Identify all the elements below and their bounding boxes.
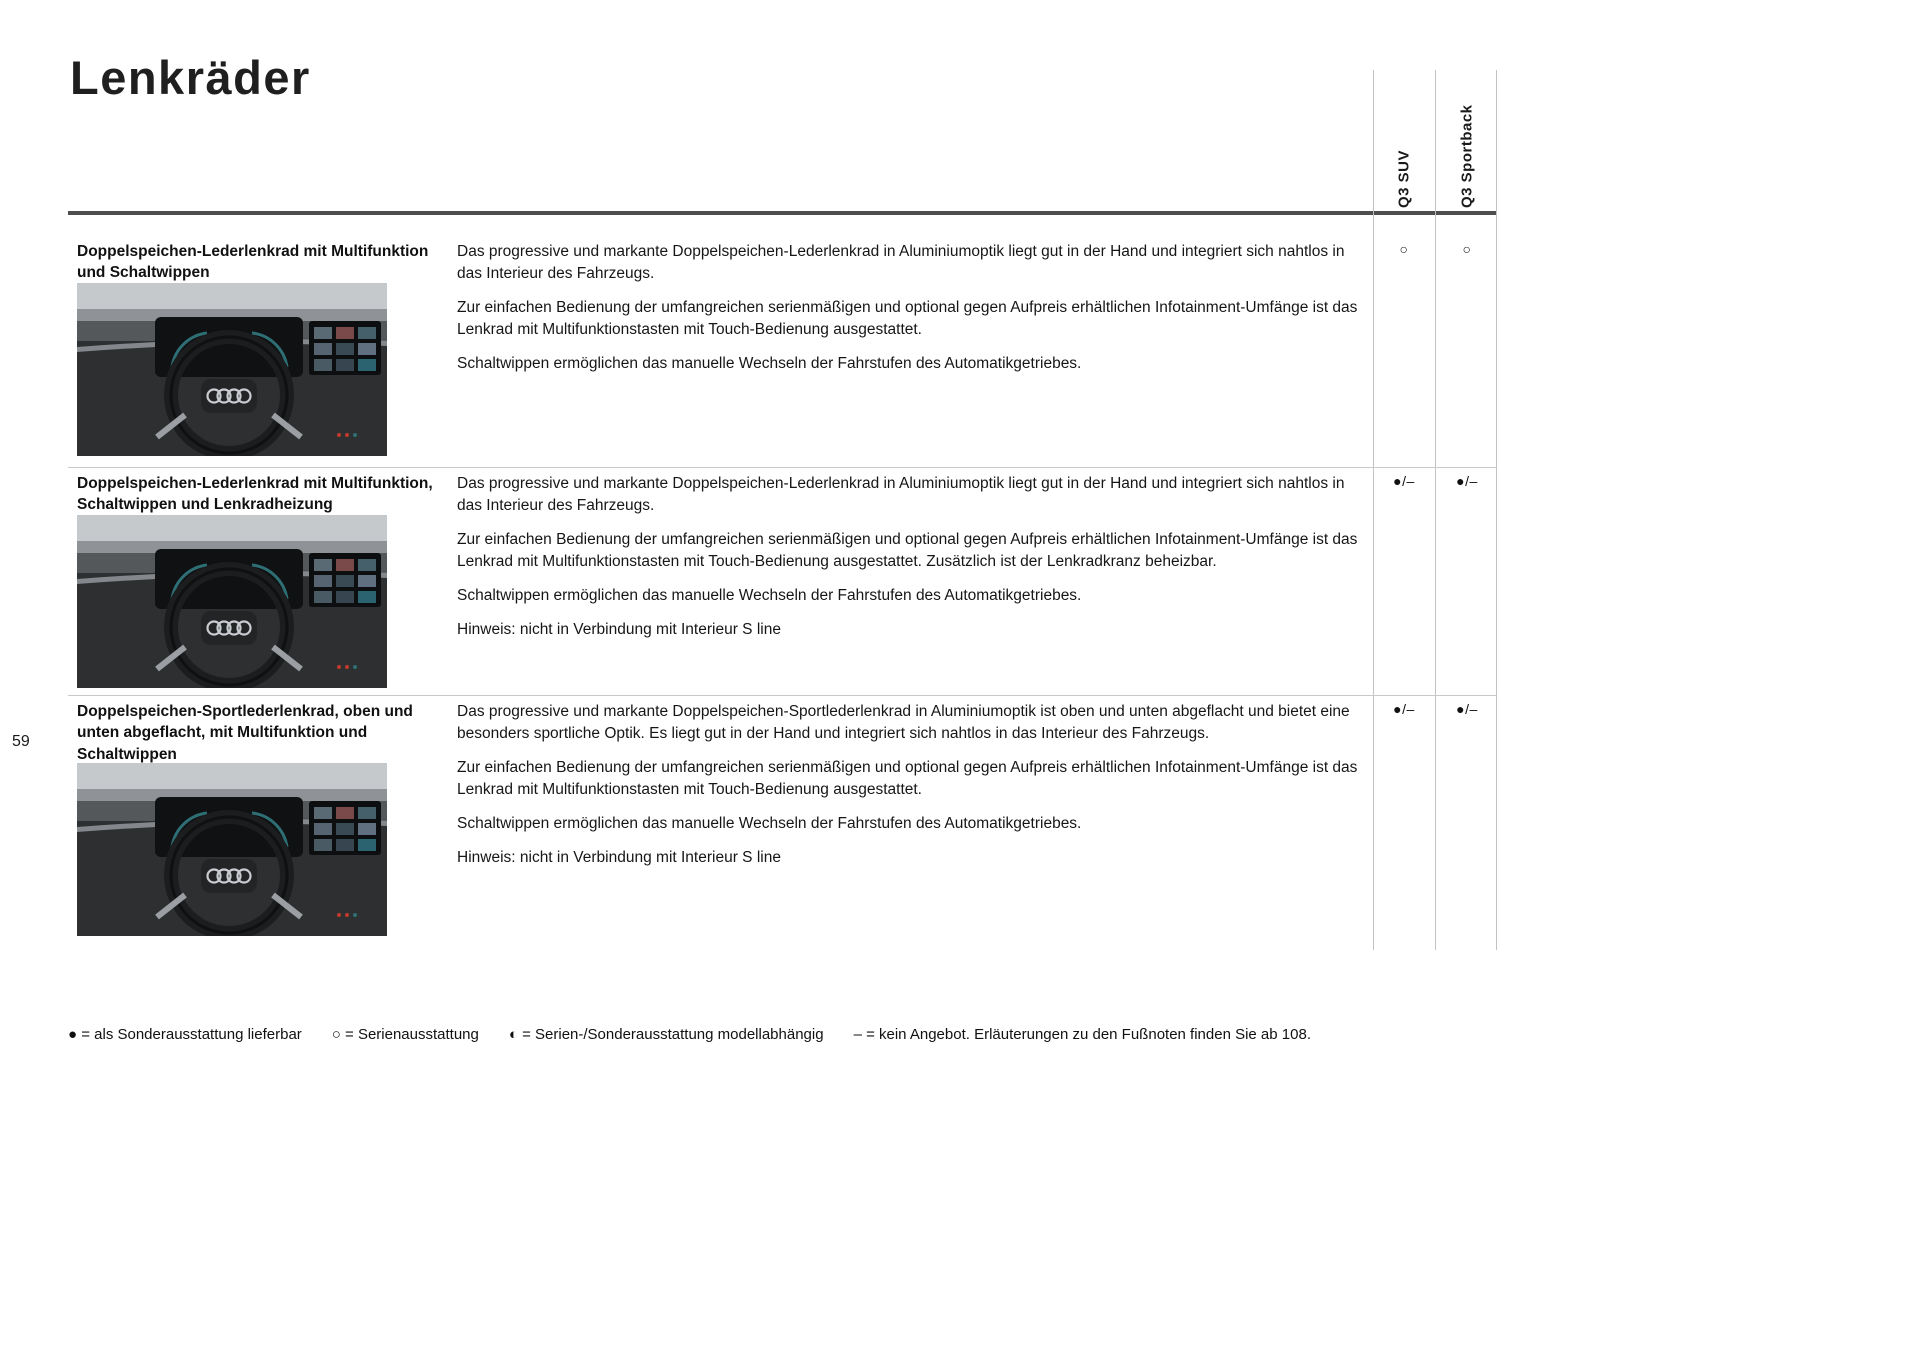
- description-note: Hinweis: nicht in Verbindung mit Interieur S line: [457, 621, 781, 638]
- steering-wheel-image: [77, 515, 387, 688]
- column-header-q3-suv: Q3 SUV: [1395, 149, 1413, 208]
- page-title: Lenkräder: [70, 51, 311, 104]
- page-number: 59: [12, 733, 30, 750]
- steering-wheel-photo: [77, 515, 387, 688]
- legend-item: ○ = Serienausstattung: [331, 1026, 479, 1043]
- description-paragraph: Zur einfachen Bedienung der umfangreichen serienmäßigen und optional gegen Aufpreis erhältlichen Infotainment-Umfänge ist das Lenkrad mit Multifunktionstasten mit Touch-Bedienung ausgestattet.: [457, 759, 1358, 798]
- steering-wheel-photo: [77, 283, 387, 456]
- description-paragraph: Das progressive und markante Doppelspeichen-Sportlederlenkrad in Aluminiumoptik ist oben und unten abgeflacht und bietet eine besonders sportliche Optik. Es liegt gut in der Hand und integriert sich nahtlos in das Interieur des Fahrzeugs.: [457, 703, 1350, 742]
- description-paragraph: Zur einfachen Bedienung der umfangreichen serienmäßigen und optional gegen Aufpreis erhältlichen Infotainment-Umfänge ist das Lenkrad mit Multifunktionstasten mit Touch-Bedienung ausgestattet. Zusätzlich ist der Lenkradkranz beheizbar.: [457, 531, 1358, 570]
- table-row: [68, 235, 1497, 467]
- steering-wheel-image: [77, 763, 387, 936]
- legend-item: ● = als Sonderausstattung lieferbar: [68, 1026, 302, 1043]
- availability-q3-suv: ●/–: [1393, 701, 1415, 717]
- availability-q3-suv: ○: [1399, 241, 1409, 257]
- legend: [68, 1026, 1311, 1043]
- table-row: [68, 695, 1497, 950]
- option-title: Doppelspeichen-Sportlederlenkrad, oben und unten abgeflacht, mit Multifunktion und Schaltwippen: [77, 703, 413, 763]
- legend-item: – = kein Angebot. Erläuterungen zu den Fußnoten finden Sie ab 108.: [853, 1026, 1311, 1043]
- option-title: Doppelspeichen-Lederlenkrad mit Multifunktion, Schaltwippen und Lenkradheizung: [77, 475, 433, 514]
- description-paragraph: Schaltwippen ermöglichen das manuelle Wechseln der Fahrstufen des Automatikgetriebes.: [457, 587, 1082, 604]
- description-paragraph: Zur einfachen Bedienung der umfangreichen serienmäßigen und optional gegen Aufpreis erhältlichen Infotainment-Umfänge ist das Lenkrad mit Multifunktionstasten mit Touch-Bedienung ausgestattet.: [457, 299, 1358, 338]
- option-description: [457, 473, 1367, 653]
- description-paragraph: Schaltwippen ermöglichen das manuelle Wechseln der Fahrstufen des Automatikgetriebes.: [457, 815, 1082, 832]
- description-note: Hinweis: nicht in Verbindung mit Interieur S line: [457, 849, 781, 866]
- steering-wheel-photo: [77, 763, 387, 936]
- legend-item: ◐ = Serien-/Sonderausstattung modellabhängig: [508, 1026, 824, 1043]
- description-paragraph: Das progressive und markante Doppelspeichen-Lederlenkrad in Aluminiumoptik liegt gut in der Hand und integriert sich nahtlos in das Interieur des Fahrzeugs.: [457, 475, 1345, 514]
- availability-q3-sportback: ●/–: [1456, 473, 1478, 489]
- description-paragraph: Schaltwippen ermöglichen das manuelle Wechseln der Fahrstufen des Automatikgetriebes.: [457, 355, 1082, 372]
- steering-wheel-image: [77, 283, 387, 456]
- column-header-q3-sportback: Q3 Sportback: [1458, 104, 1476, 208]
- option-description: [457, 241, 1367, 387]
- option-description: [457, 701, 1367, 881]
- availability-q3-sportback: ○: [1462, 241, 1472, 257]
- availability-q3-sportback: ●/–: [1456, 701, 1478, 717]
- option-title: Doppelspeichen-Lederlenkrad mit Multifunktion und Schaltwippen: [77, 243, 429, 282]
- header-rule: [68, 211, 1497, 215]
- table-row: [68, 467, 1497, 695]
- availability-q3-suv: ●/–: [1393, 473, 1415, 489]
- description-paragraph: Das progressive und markante Doppelspeichen-Lederlenkrad in Aluminiumoptik liegt gut in der Hand und integriert sich nahtlos in das Interieur des Fahrzeugs.: [457, 243, 1345, 282]
